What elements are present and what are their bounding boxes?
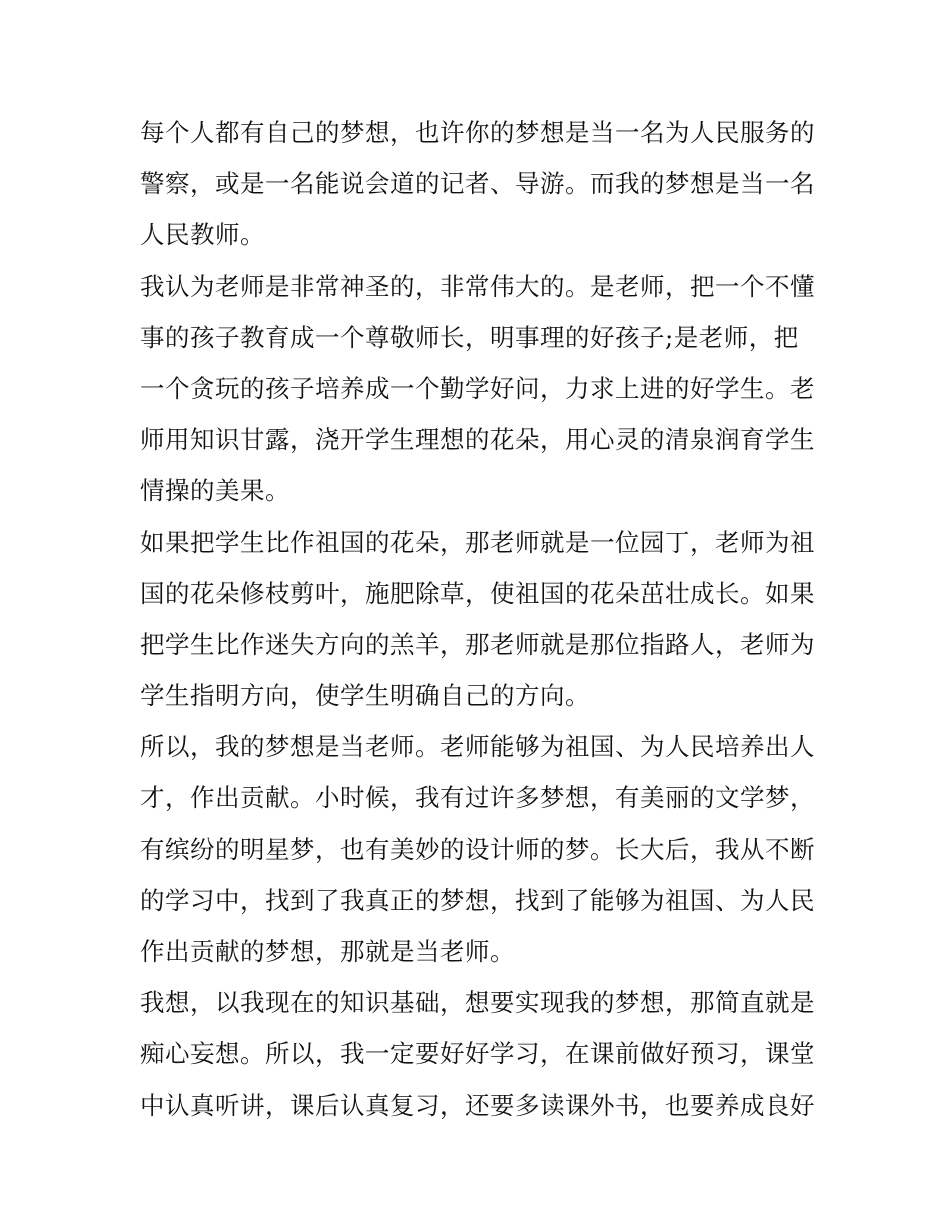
text-line: 所以，我的梦想是当老师。老师能够为祖国、为人民培养出人 [140,732,815,762]
text-line: 作出贡献的梦想，那就是当老师。 [140,937,515,966]
text-line: 师用知识甘露，浇开学生理想的花朵，用心灵的清泉润育学生 [140,425,815,455]
text-line: 我认为老师是非常神圣的，非常伟大的。是老师，把一个不懂 [140,271,815,301]
text-line: 把学生比作迷失方向的羔羊，那老师就是那位指路人，老师为 [140,629,815,659]
text-line: 痴心妄想。所以，我一定要好好学习，在课前做好预习，课堂 [140,1039,815,1069]
text-line: 情操的美果。 [140,476,290,506]
text-line: 一个贪玩的孩子培养成一个勤学好问，力求上进的好学生。老 [140,373,815,403]
text-line: 我想，以我现在的知识基础，想要实现我的梦想，那简直就是 [140,988,815,1018]
text-line: 警察，或是一名能说会道的记者、导游。而我的梦想是当一名 [140,169,815,199]
text-line: 国的花朵修枝剪叶，施肥除草，使祖国的花朵茁壮成长。如果 [140,578,815,608]
text-line: 每个人都有自己的梦想，也许你的梦想是当一名为人民服务的 [140,118,815,147]
text-line: 的学习中，找到了我真正的梦想，找到了能够为祖国、为人民 [140,885,815,915]
text-line: 学生指明方向，使学生明确自己的方向。 [140,681,590,711]
text-line: 中认真听讲，课后认真复习，还要多读课外书，也要养成良好 [140,1090,815,1120]
text-line: 人民教师。 [140,220,265,250]
text-line: 才，作出贡献。小时候，我有过许多梦想，有美丽的文学梦， [140,783,815,813]
text-line: 如果把学生比作祖国的花朵，那老师就是一位园丁，老师为祖 [140,527,815,557]
essay-body [140,107,830,1131]
text-line: 有缤纷的明星梦，也有美妙的设计师的梦。长大后，我从不断 [140,834,815,864]
text-line: 事的孩子教育成一个尊敬师长，明事理的好孩子;是老师，把 [140,322,799,352]
